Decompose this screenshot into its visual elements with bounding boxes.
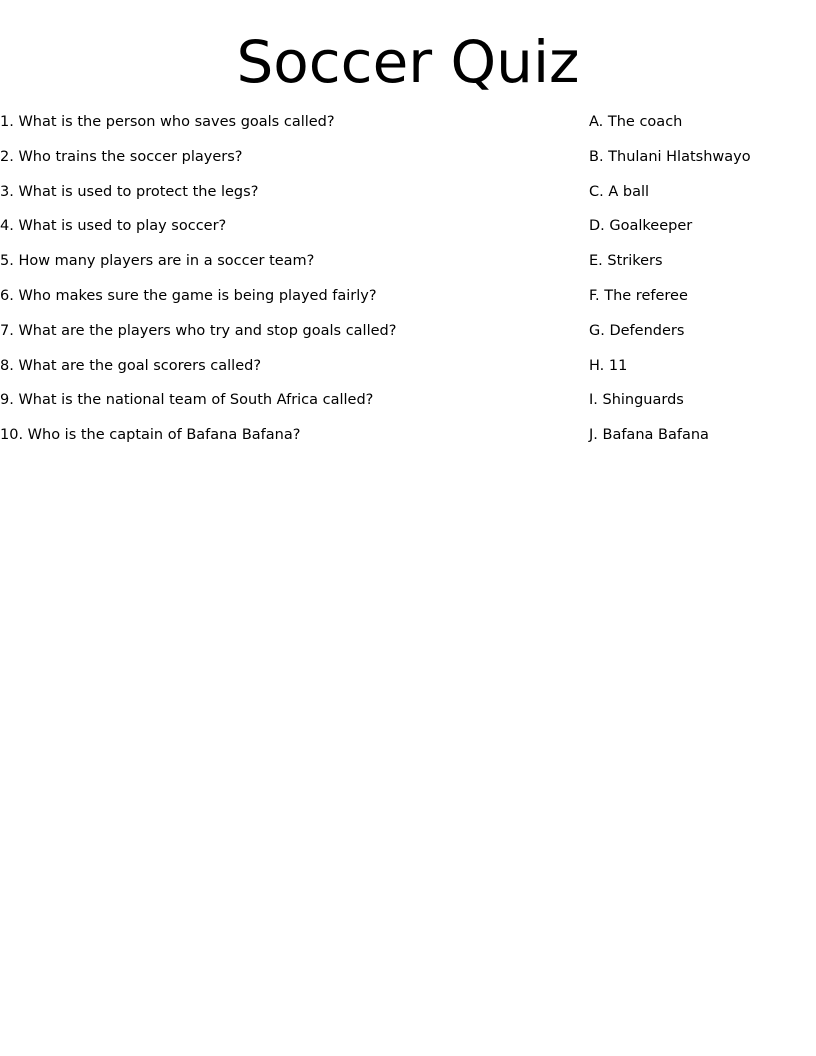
question-item: 2. Who trains the soccer players? (0, 148, 243, 165)
answer-item: E. Strikers (589, 253, 663, 270)
answer-item: C. A ball (589, 183, 650, 200)
question-item: 8. What are the goal scorers called? (0, 357, 262, 374)
page-title: Soccer Quiz (236, 28, 580, 96)
answer-item: B. Thulani Hlatshwayo (589, 148, 751, 165)
question-item: 1. What is the person who saves goals called? (0, 114, 335, 130)
question-item: 7. What are the players who try and stop goals called? (0, 322, 397, 339)
question-list (0, 112, 570, 460)
question-item: 10. Who is the captain of Bafana Bafana? (0, 427, 301, 444)
answer-item: D. Goalkeeper (589, 218, 693, 235)
question-item: 4. What is used to play soccer? (0, 218, 227, 235)
question-item: 3. What is used to protect the legs? (0, 183, 259, 200)
answer-item: J. Bafana Bafana (589, 427, 709, 444)
answer-list (589, 112, 816, 460)
answer-item: G. Defenders (589, 322, 685, 339)
answer-item: F. The referee (589, 287, 688, 304)
answer-item: I. Shinguards (589, 392, 684, 409)
answer-item: H. 11 (589, 357, 628, 374)
question-item: 5. How many players are in a soccer team? (0, 253, 315, 270)
answer-item: A. The coach (589, 114, 683, 130)
question-item: 9. What is the national team of South Africa called? (0, 392, 374, 409)
question-item: 6. Who makes sure the game is being played fairly? (0, 287, 377, 304)
